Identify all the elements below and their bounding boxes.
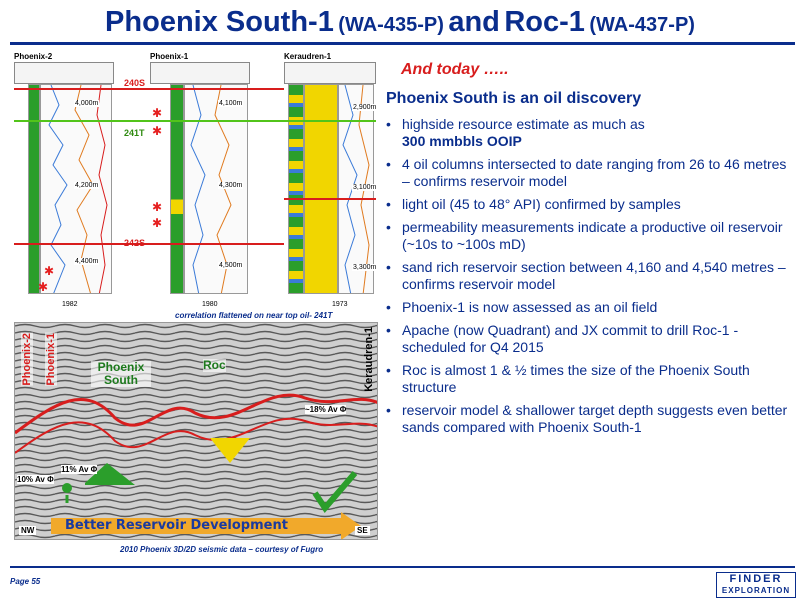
bullet-item: • Roc is almost 1 & ½ times the size of the Phoenix South structure	[386, 362, 796, 396]
oil-show-icon: ✱	[152, 106, 163, 120]
porosity-label: 11% Av Φ	[61, 465, 98, 474]
lithology-track	[28, 84, 40, 294]
sand-track	[304, 84, 338, 294]
horizon-line-242s	[14, 243, 284, 245]
section-heading: Phoenix South is an oil discovery	[386, 90, 642, 107]
well-panel-keraudren-1	[284, 52, 376, 308]
horizon-line-241t	[14, 120, 376, 122]
depth-label: 4,000m	[75, 100, 99, 107]
logo-line-1: FINDER	[729, 573, 783, 585]
horizon-label: 242S	[124, 238, 146, 248]
well-year: 1980	[202, 301, 218, 308]
logo-line-2: EXPLORATION	[721, 586, 791, 595]
oil-show-icon: ✱	[152, 216, 163, 230]
oil-show-icon: ✱	[38, 280, 49, 294]
well-log-header	[150, 62, 250, 84]
well-panel-phoenix-1	[150, 52, 250, 308]
porosity-label: ~18% Av Φ	[305, 405, 347, 414]
title-well-2: Roc-1	[504, 6, 585, 38]
title-permit-1: (WA-435-P)	[338, 14, 444, 36]
oil-show-icon: ✱	[152, 200, 163, 214]
depth-label: 4,500m	[219, 262, 243, 269]
direction-nw: NW	[21, 526, 35, 535]
bullet-list	[386, 116, 796, 442]
well-name: Phoenix-1	[150, 52, 189, 61]
lithology-track	[288, 84, 304, 294]
page-number: Page 55	[10, 577, 41, 586]
better-reservoir-banner: Better Reservoir Development	[65, 518, 288, 533]
title-permit-2: (WA-437-P)	[589, 14, 695, 36]
well-name: Keraudren-1	[284, 52, 332, 61]
direction-se: SE	[357, 526, 368, 535]
seismic-well-label: Phoenix-1	[45, 333, 57, 386]
well-panel-phoenix-2	[14, 52, 114, 308]
depth-label: 4,100m	[219, 100, 243, 107]
well-log-header	[14, 62, 114, 84]
depth-label: 3,300m	[353, 264, 377, 271]
seismic-well-label: Phoenix-2	[21, 333, 33, 386]
depth-label: 4,400m	[75, 258, 99, 265]
well-log-header	[284, 62, 376, 84]
roc-label: Roc	[203, 358, 226, 372]
depth-label: 2,900m	[353, 104, 377, 111]
horizon-line-keraudren	[284, 198, 376, 200]
oil-show-icon: ✱	[44, 264, 55, 278]
depth-label: 4,300m	[219, 182, 243, 189]
title-rule	[10, 42, 795, 45]
depth-label: 4,200m	[75, 182, 99, 189]
slide-title	[0, 6, 800, 39]
bullet-text: highside resource estimate as much as	[402, 116, 645, 132]
porosity-label: 10% Av Φ	[17, 475, 54, 484]
seismic-section	[14, 322, 378, 540]
resource-estimate: 300 mmbbls OOIP	[402, 133, 522, 149]
phoenix-south-label: Phoenix South	[91, 361, 151, 387]
horizon-label: 240S	[124, 78, 146, 88]
footer-rule	[10, 566, 795, 568]
well-name: Phoenix-2	[14, 52, 53, 61]
correlation-caption: correlation flattened on near top oil- 241T	[175, 311, 333, 320]
seismic-caption: 2010 Phoenix 3D/2D seismic data – courtesy of Fugro	[120, 545, 324, 554]
subtitle: And today …..	[401, 61, 509, 78]
depth-label: 3,100m	[353, 184, 377, 191]
seismic-reflectors	[15, 323, 378, 540]
well-correlation-figure	[14, 52, 376, 308]
bullet-item: • light oil (45 to 48° API) confirmed by samples	[386, 196, 796, 213]
bullet-item: • reservoir model & shallower target depth suggests even better sands compared with Phoenix South-1	[386, 402, 796, 436]
well-year: 1982	[62, 301, 78, 308]
bullet-item: • 4 oil columns intersected to date ranging from 26 to 46 metres – confirms reservoir model	[386, 156, 796, 190]
bullet-item: • sand rich reservoir section between 4,160 and 4,540 metres – confirms reservoir model	[386, 259, 796, 293]
title-well-1: Phoenix South-1	[105, 6, 334, 38]
horizon-label: 241T	[124, 128, 145, 138]
title-and: and	[448, 6, 500, 38]
bullet-item: • Apache (now Quadrant) and JX commit to drill Roc-1 - scheduled for Q4 2015	[386, 322, 796, 356]
bullet-item	[386, 116, 796, 150]
oil-show-icon: ✱	[152, 124, 163, 138]
bullet-item: • Phoenix-1 is now assessed as an oil field	[386, 299, 796, 316]
seismic-well-label: Keraudren-1	[363, 327, 375, 392]
horizon-line-240s	[14, 88, 284, 90]
bullet-item: • permeability measurements indicate a productive oil reservoir (~10s to ~100s mD)	[386, 219, 796, 253]
lithology-track	[170, 84, 184, 294]
well-year: 1973	[332, 301, 348, 308]
company-logo	[716, 572, 796, 598]
